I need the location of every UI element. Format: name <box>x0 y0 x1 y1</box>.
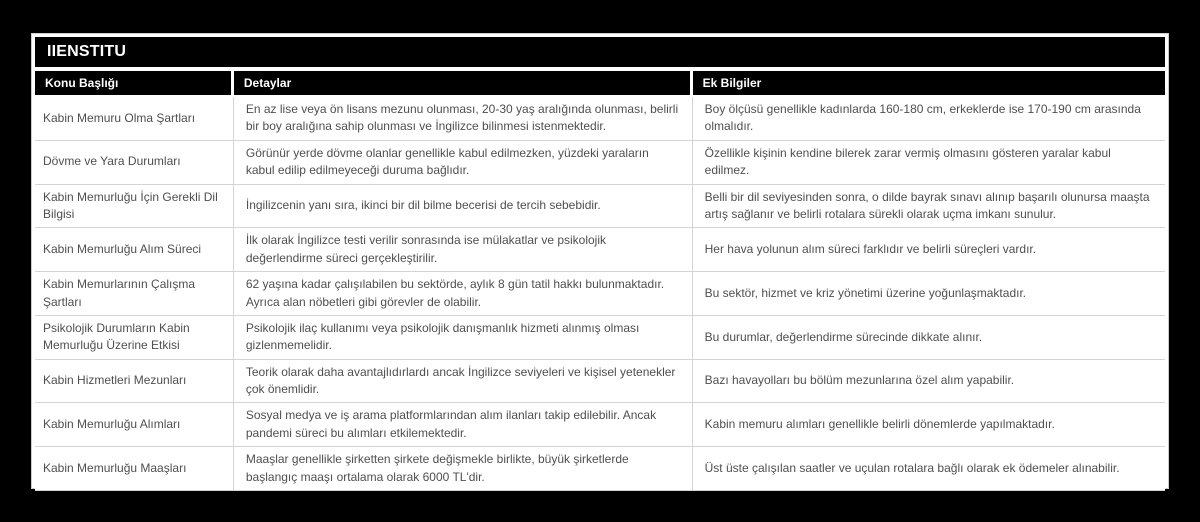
details-cell: Psikolojik ilaç kullanımı veya psikolojik danışmanlık hizmeti alınmış olması gizlenmemelidir. <box>234 316 693 360</box>
extra-cell: Üst üste çalışılan saatler ve uçulan rotalara bağlı olarak ek ödemeler alınabilir. <box>693 447 1165 491</box>
extra-cell: Bazı havayolları bu bölüm mezunlarına özel alım yapabilir. <box>693 360 1165 404</box>
topic-cell: Kabin Memurluğu Maaşları <box>35 447 234 491</box>
topic-cell: Dövme ve Yara Durumları <box>35 141 234 185</box>
title-bar <box>35 37 1165 67</box>
table-row <box>35 447 1165 491</box>
topic-cell: Kabin Memuru Olma Şartları <box>35 97 234 141</box>
content-panel <box>31 33 1169 489</box>
table-row <box>35 360 1165 404</box>
table-header-row <box>35 71 1165 97</box>
topic-cell: Psikolojik Durumların Kabin Memurluğu Üzerine Etkisi <box>35 316 234 360</box>
topic-cell: Kabin Memurluğu İçin Gerekli Dil Bilgisi <box>35 185 234 229</box>
details-cell: Sosyal medya ve iş arama platformlarından alım ilanları takip edilebilir. Ancak pandemi süreci bu alımları etkilemektedir. <box>234 403 693 447</box>
table-row <box>35 185 1165 229</box>
details-cell: İlk olarak İngilizce testi verilir sonrasında ise mülakatlar ve psikolojik değerlendirme süreci gerçekleştirilir. <box>234 228 693 272</box>
details-cell: 62 yaşına kadar çalışılabilen bu sektörde, aylık 8 gün tatil hakkı bulunmaktadır. Ayrıca alan nöbetleri gibi görevler de olabilir. <box>234 272 693 316</box>
details-cell: Teorik olarak daha avantajlıdırlardı ancak İngilizce seviyeleri ve kişisel yetenekler çok önemlidir. <box>234 360 693 404</box>
details-cell: En az lise veya ön lisans mezunu olunması, 20-30 yaş aralığında olunması, belirli bir boy aralığına sahip olunması ve İngilizce bilinmesi istenmektedir. <box>234 97 693 141</box>
page-title: IIENSTITU <box>47 43 127 60</box>
info-table <box>35 71 1165 491</box>
table-row <box>35 403 1165 447</box>
column-header-details: Detaylar <box>234 71 693 97</box>
topic-cell: Kabin Memurlarının Çalışma Şartları <box>35 272 234 316</box>
column-header-topic: Konu Başlığı <box>35 71 234 97</box>
table-row <box>35 141 1165 185</box>
extra-cell: Boy ölçüsü genellikle kadınlarda 160-180 cm, erkeklerde ise 170-190 cm arasında olmalıdır. <box>693 97 1165 141</box>
table-row <box>35 272 1165 316</box>
extra-cell: Bu sektör, hizmet ve kriz yönetimi üzerine yoğunlaşmaktadır. <box>693 272 1165 316</box>
extra-cell: Her hava yolunun alım süreci farklıdır ve belirli süreçleri vardır. <box>693 228 1165 272</box>
extra-cell: Bu durumlar, değerlendirme sürecinde dikkate alınır. <box>693 316 1165 360</box>
extra-cell: Belli bir dil seviyesinden sonra, o dilde bayrak sınavı alınıp başarılı olunursa maaşta artış sağlanır ve belirli rotalara sürekli olarak uçma imkanı sunulur. <box>693 185 1165 229</box>
topic-cell: Kabin Memurluğu Alımları <box>35 403 234 447</box>
extra-cell: Özellikle kişinin kendine bilerek zarar vermiş olmasını gösteren yaralar kabul edilmez. <box>693 141 1165 185</box>
table-row <box>35 97 1165 141</box>
table-row <box>35 316 1165 360</box>
details-cell: İngilizcenin yanı sıra, ikinci bir dil bilme becerisi de tercih sebebidir. <box>234 185 693 229</box>
topic-cell: Kabin Memurluğu Alım Süreci <box>35 228 234 272</box>
extra-cell: Kabin memuru alımları genellikle belirli dönemlerde yapılmaktadır. <box>693 403 1165 447</box>
column-header-extra: Ek Bilgiler <box>693 71 1165 97</box>
table-row <box>35 228 1165 272</box>
details-cell: Görünür yerde dövme olanlar genellikle kabul edilmezken, yüzdeki yaraların kabul edilip edilmeyeceği duruma bağlıdır. <box>234 141 693 185</box>
details-cell: Maaşlar genellikle şirketten şirkete değişmekle birlikte, büyük şirketlerde başlangıç maaşı ortalama olarak 6000 TL'dir. <box>234 447 693 491</box>
topic-cell: Kabin Hizmetleri Mezunları <box>35 360 234 404</box>
